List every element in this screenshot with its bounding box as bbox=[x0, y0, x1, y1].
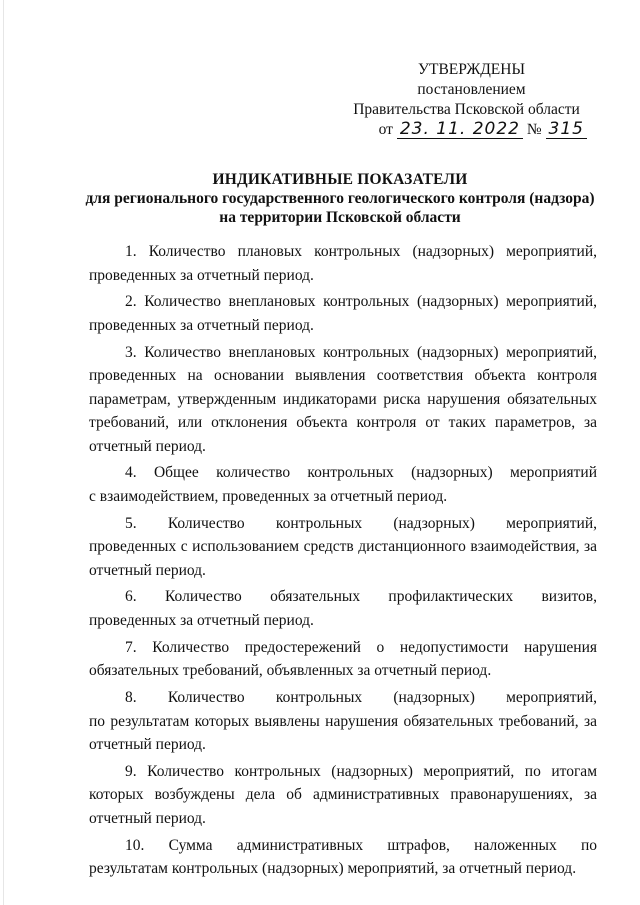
list-item-continuation: которых возбуждены дела об административных правонарушениях, за отчетный период. bbox=[89, 786, 597, 827]
list-item-continuation: по результатам которых выявлены нарушения обязательных требований, за отчетный период. bbox=[89, 712, 597, 754]
list-item-continuation: проведенных за отчетный период. bbox=[89, 316, 314, 334]
list-item-first-line: 1. Количество плановых контрольных (надзорных) мероприятий, bbox=[125, 243, 597, 260]
document-title bbox=[60, 170, 620, 227]
list-item bbox=[89, 834, 597, 881]
approval-title: УТВЕРЖДЕНЫ bbox=[418, 61, 525, 78]
indicator-list bbox=[89, 240, 597, 884]
approval-date-line bbox=[349, 120, 587, 140]
approval-line-government: Правительства Псковской области bbox=[353, 101, 580, 118]
list-item-continuation: проведенных на основании выявления соответствия объекта контроля параметрам, утвержденным индикаторами риска нарушения обязательных требований, или отклонения объекта контроля от таких параметров, за отчетный период. bbox=[89, 367, 597, 455]
scan-edge-line bbox=[3, 0, 4, 905]
list-item-first-line: 4. Общее количество контрольных (надзорных) мероприятий bbox=[125, 464, 597, 482]
list-item bbox=[89, 461, 597, 508]
list-item-first-line: 2. Количество внеплановых контрольных (надзорных) мероприятий, bbox=[125, 293, 597, 311]
list-item-first-line: 7. Количество предостережений о недопустимости нарушения bbox=[125, 638, 597, 656]
list-item bbox=[89, 636, 597, 683]
list-item bbox=[89, 240, 597, 287]
list-item-continuation: с взаимодействием, проведенных за отчетный период. bbox=[89, 487, 448, 505]
title-subtitle-2: на территории Псковской области bbox=[219, 209, 461, 226]
list-item-first-line: 6. Количество обязательных профилактических визитов, bbox=[125, 588, 597, 606]
approval-stamp-block bbox=[349, 60, 594, 140]
number-prefix: № bbox=[526, 121, 542, 138]
list-item-continuation: проведенных за отчетный период. bbox=[89, 611, 314, 629]
list-item-continuation: обязательных требований, объявленных за отчетный период. bbox=[89, 662, 492, 680]
list-item bbox=[89, 686, 597, 757]
list-item-first-line: 9. Количество контрольных (надзорных) мероприятий, по итогам bbox=[125, 762, 597, 780]
title-main: ИНДИКАТИВНЫЕ ПОКАЗАТЕЛИ bbox=[212, 171, 468, 188]
list-item bbox=[89, 341, 597, 459]
list-item bbox=[89, 585, 597, 632]
list-item bbox=[89, 290, 597, 337]
list-item-continuation: проведенных за отчетный период. bbox=[89, 266, 314, 284]
list-item-first-line: 3. Количество внеплановых контрольных (надзорных) мероприятий, bbox=[125, 343, 597, 361]
list-item-first-line: 10. Сумма административных штрафов, наложенных по bbox=[125, 836, 597, 854]
list-item bbox=[89, 760, 597, 831]
list-item-first-line: 5. Количество контрольных (надзорных) мероприятий, bbox=[125, 514, 597, 532]
list-item bbox=[89, 512, 597, 583]
date-prefix: от bbox=[378, 121, 393, 138]
title-subtitle-1: для регионального государственного геологического контроля (надзора) bbox=[85, 190, 595, 207]
list-item-first-line: 8. Количество контрольных (надзорных) мероприятий, bbox=[125, 689, 597, 707]
approval-line-resolution: постановлением bbox=[417, 81, 526, 98]
handwritten-number: 315 bbox=[546, 120, 587, 139]
list-item-continuation: проведенных с использованием средств дистанционного взаимодействия, за отчетный период. bbox=[89, 538, 597, 579]
list-item-continuation: результатам контрольных (надзорных) мероприятий, за отчетный период. bbox=[89, 860, 577, 878]
handwritten-date: 23. 11. 2022 bbox=[397, 120, 523, 139]
